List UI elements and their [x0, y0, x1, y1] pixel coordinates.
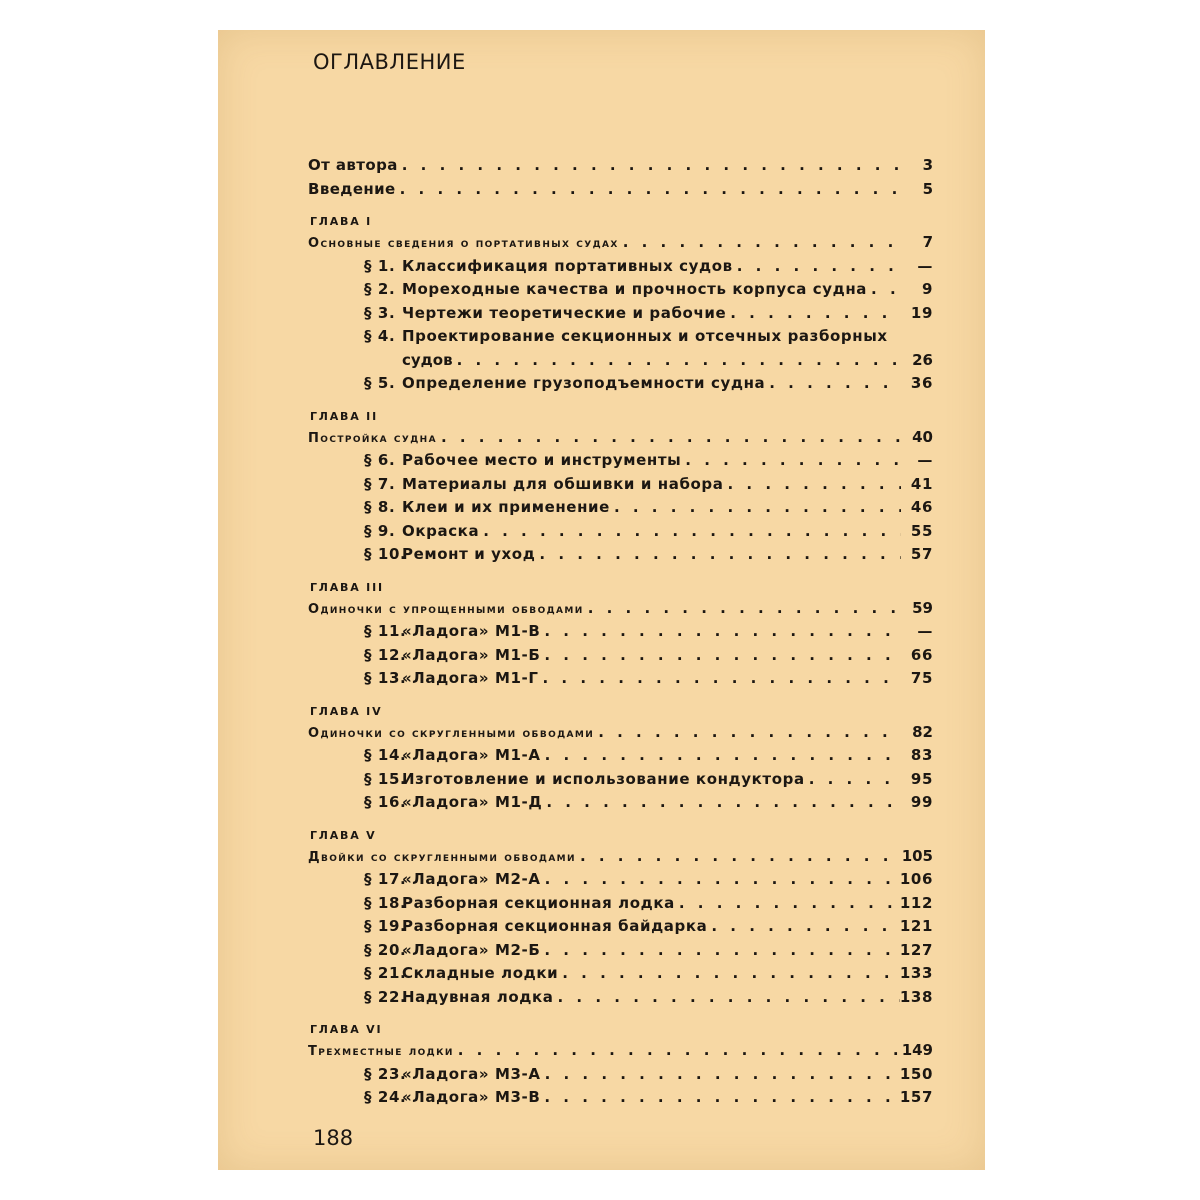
toc-page-number: 59: [912, 598, 933, 617]
toc-entry-title: Материалы для обшивки и набора: [402, 474, 724, 493]
toc-page-number: 133: [899, 964, 933, 982]
chapter-number: ГЛАВА I: [310, 215, 373, 228]
toc-entry-title: «Ладога» М3-А: [402, 1064, 541, 1083]
section-number: § 23.: [364, 1064, 407, 1083]
toc-entry-title: Трехместные лодки: [308, 1044, 454, 1059]
section-number: § 19.: [364, 917, 407, 935]
dot-leader: [544, 941, 899, 959]
toc-page-number: 127: [899, 940, 933, 959]
dot-leader: [614, 498, 901, 516]
dot-leader: [730, 304, 901, 322]
book-page: [218, 30, 985, 1170]
toc-entry-title: «Ладога» М2-А: [402, 870, 541, 888]
toc-page-number: 83: [910, 746, 933, 764]
toc-entry-title: Складные лодки: [402, 964, 559, 982]
toc-page-number: 5: [922, 179, 933, 198]
dot-leader: [544, 1088, 899, 1106]
toc-entry-title: «Ладога» М1-В: [402, 622, 541, 640]
toc-page-number: 157: [899, 1088, 933, 1106]
toc-page-number: 57: [910, 545, 933, 563]
toc-page-number: 106: [899, 870, 933, 888]
section-number: § 3.: [364, 303, 396, 322]
dot-leader: [457, 351, 901, 369]
dot-leader: [728, 475, 902, 493]
dot-leader: [685, 451, 901, 469]
chapter-number: ГЛАВА III: [310, 580, 384, 594]
toc-entry[interactable]: [308, 498, 933, 522]
toc-entry[interactable]: [308, 451, 933, 475]
toc-entry[interactable]: [308, 545, 933, 569]
toc-page-number: 112: [899, 893, 933, 912]
toc-page-number: 41: [910, 474, 933, 493]
toc-page-number: 138: [899, 987, 933, 1006]
toc-entry[interactable]: [308, 622, 933, 646]
toc-entry-title: Разборная секционная лодка: [402, 893, 675, 912]
section-number: § 2.: [364, 280, 396, 298]
toc-page-number: 26: [912, 350, 933, 369]
toc-entry[interactable]: [308, 304, 933, 328]
section-number: § 12.: [364, 645, 407, 664]
section-number: § 22.: [364, 987, 407, 1006]
section-number: § 13.: [364, 669, 407, 687]
dot-leader: [558, 988, 900, 1006]
toc-entry[interactable]: [308, 847, 933, 871]
toc-entry[interactable]: [308, 156, 933, 180]
toc-page-number: 7: [922, 233, 933, 251]
toc-entry-title: Мореходные качества и прочность корпуса судна: [402, 280, 868, 298]
toc-page-number: —: [917, 256, 933, 275]
page-number: 188: [313, 1126, 354, 1150]
section-number: § 14.: [364, 746, 407, 764]
toc-entry[interactable]: [308, 475, 933, 499]
dot-leader: [588, 599, 901, 617]
toc-entry-title: Введение: [308, 179, 396, 198]
dot-leader: [545, 870, 900, 888]
section-number: § 18.: [364, 893, 407, 912]
dot-leader: [737, 257, 901, 275]
dot-leader: [544, 622, 901, 640]
toc-entry-title: Постройка судна: [308, 430, 437, 446]
toc-entry-title: «Ладога» М1-А: [402, 746, 541, 764]
toc-entry[interactable]: [308, 669, 933, 693]
toc-entry-title: «Ладога» М1-Г: [402, 669, 539, 687]
toc-entry[interactable]: [308, 964, 933, 988]
toc-entry-title: Проектирование секционных и отсечных разборных: [402, 327, 888, 345]
toc-entry-title: «Ладога» М1-Б: [402, 645, 541, 664]
toc-entry[interactable]: [308, 599, 933, 623]
toc-entry[interactable]: [308, 723, 933, 747]
toc-entry-title: Надувная лодка: [402, 987, 554, 1006]
toc-page-number: 55: [910, 521, 933, 540]
toc-entry[interactable]: [308, 770, 933, 794]
toc-entry[interactable]: [308, 428, 933, 452]
toc-entry-title: Рабочее место и инструменты: [402, 451, 682, 469]
toc-page-number: 75: [910, 669, 933, 687]
section-number: § 21.: [364, 964, 407, 982]
toc-entry-title: Клеи и их применение: [402, 498, 610, 516]
dot-leader: [679, 894, 900, 912]
toc-page-number: 19: [910, 303, 933, 322]
section-number: § 1.: [364, 256, 396, 275]
section-number: § 7.: [364, 474, 396, 493]
dot-leader: [711, 917, 900, 935]
section-number: § 5.: [364, 374, 396, 392]
toc-entry[interactable]: [308, 522, 933, 546]
dot-leader: [400, 180, 901, 198]
toc-entry[interactable]: [308, 180, 933, 204]
toc-entry[interactable]: [308, 233, 933, 257]
toc-page-number: 82: [912, 722, 933, 741]
toc-entry[interactable]: [308, 374, 933, 398]
toc-page-number: —: [917, 622, 933, 640]
toc-entry[interactable]: [308, 917, 933, 941]
dot-leader: [769, 374, 901, 392]
toc-entry[interactable]: [308, 327, 933, 351]
toc-entry[interactable]: [308, 280, 933, 304]
toc-page-number: 149: [901, 1041, 933, 1059]
toc-entry[interactable]: [308, 1065, 933, 1089]
page-title: ОГЛАВЛЕНИЕ: [313, 50, 466, 74]
toc-page-number: 36: [910, 374, 933, 392]
toc-entry-title: Классификация портативных судов: [402, 256, 733, 275]
toc-page-number: —: [917, 451, 933, 469]
section-number: § 6.: [364, 451, 396, 469]
toc-page-number: 3: [922, 156, 933, 174]
toc-entry[interactable]: [308, 870, 933, 894]
toc-page-number: 9: [921, 280, 933, 298]
dot-leader: [543, 669, 901, 687]
toc-entry-title: Одиночки со скругленными обводами: [308, 725, 595, 741]
toc-entry-title: «Ладога» М3-В: [402, 1088, 541, 1106]
section-number: § 11.: [364, 622, 407, 640]
toc-entry-title: Основные сведения о портативных судах: [308, 236, 619, 251]
section-number: § 9.: [364, 521, 396, 540]
toc-page-number: 121: [899, 917, 933, 935]
toc-entry-title: Определение грузоподъемности судна: [402, 374, 766, 392]
toc-entry[interactable]: [308, 1088, 933, 1112]
dot-leader: [544, 646, 901, 664]
toc-entry-title: Одиночки с упрощенными обводами: [308, 601, 584, 617]
toc-entry[interactable]: [308, 351, 933, 375]
toc-entry-title: От автора: [308, 156, 398, 174]
dot-leader: [598, 723, 901, 741]
toc-page-number: 150: [899, 1064, 933, 1083]
toc-page-number: 105: [901, 846, 933, 865]
toc-page-number: 95: [910, 769, 933, 788]
dot-leader: [809, 770, 901, 788]
toc-page-number: 40: [912, 427, 933, 446]
toc-entry-title: Двойки со скругленными обводами: [308, 849, 576, 865]
dot-leader: [580, 847, 901, 865]
toc-entry-title: судов: [402, 350, 453, 369]
chapter-number: ГЛАВА V: [310, 828, 377, 842]
toc-entry[interactable]: [308, 793, 933, 817]
toc-entry-title: Разборная секционная байдарка: [402, 917, 708, 935]
toc-entry[interactable]: [308, 988, 933, 1012]
dot-leader: [458, 1041, 901, 1059]
toc-entry[interactable]: [308, 257, 933, 281]
section-number: § 20.: [364, 940, 407, 959]
toc-entry-title: Изготовление и использование кондуктора: [402, 769, 805, 788]
toc-entry-title: Ремонт и уход: [402, 545, 536, 563]
section-number: § 4.: [364, 327, 396, 345]
dot-leader: [441, 428, 901, 446]
dot-leader: [539, 545, 901, 563]
toc-entry-title: «Ладога» М1-Д: [402, 793, 543, 811]
dot-leader: [546, 793, 901, 811]
dot-leader: [483, 522, 901, 540]
section-number: § 17.: [364, 870, 407, 888]
section-number: § 16.: [364, 793, 407, 811]
toc-entry[interactable]: [308, 894, 933, 918]
dot-leader: [402, 156, 901, 174]
toc-page-number: 46: [910, 498, 933, 516]
toc-entry[interactable]: [308, 941, 933, 965]
section-number: § 10.: [364, 545, 407, 563]
chapter-number: ГЛАВА II: [310, 409, 378, 423]
dot-leader: [623, 233, 901, 251]
chapter-number: ГЛАВА VI: [310, 1023, 383, 1036]
section-number: § 8.: [364, 498, 396, 516]
dot-leader: [562, 964, 900, 982]
section-number: § 24.: [364, 1088, 407, 1106]
toc-page-number: 66: [910, 645, 933, 664]
dot-leader: [871, 280, 901, 298]
toc-entry[interactable]: [308, 746, 933, 770]
toc-page-number: 99: [910, 793, 933, 811]
toc-entry-title: Окраска: [402, 521, 480, 540]
toc-entry-title: «Ладога» М2-Б: [402, 940, 541, 959]
dot-leader: [545, 746, 901, 764]
toc-entry[interactable]: [308, 1041, 933, 1065]
section-number: § 15.: [364, 769, 407, 788]
table-of-contents: [308, 156, 933, 1112]
toc-entry-title: Чертежи теоретические и рабочие: [402, 303, 727, 322]
dot-leader: [545, 1065, 900, 1083]
toc-entry[interactable]: [308, 646, 933, 670]
chapter-number: ГЛАВА IV: [310, 704, 383, 718]
